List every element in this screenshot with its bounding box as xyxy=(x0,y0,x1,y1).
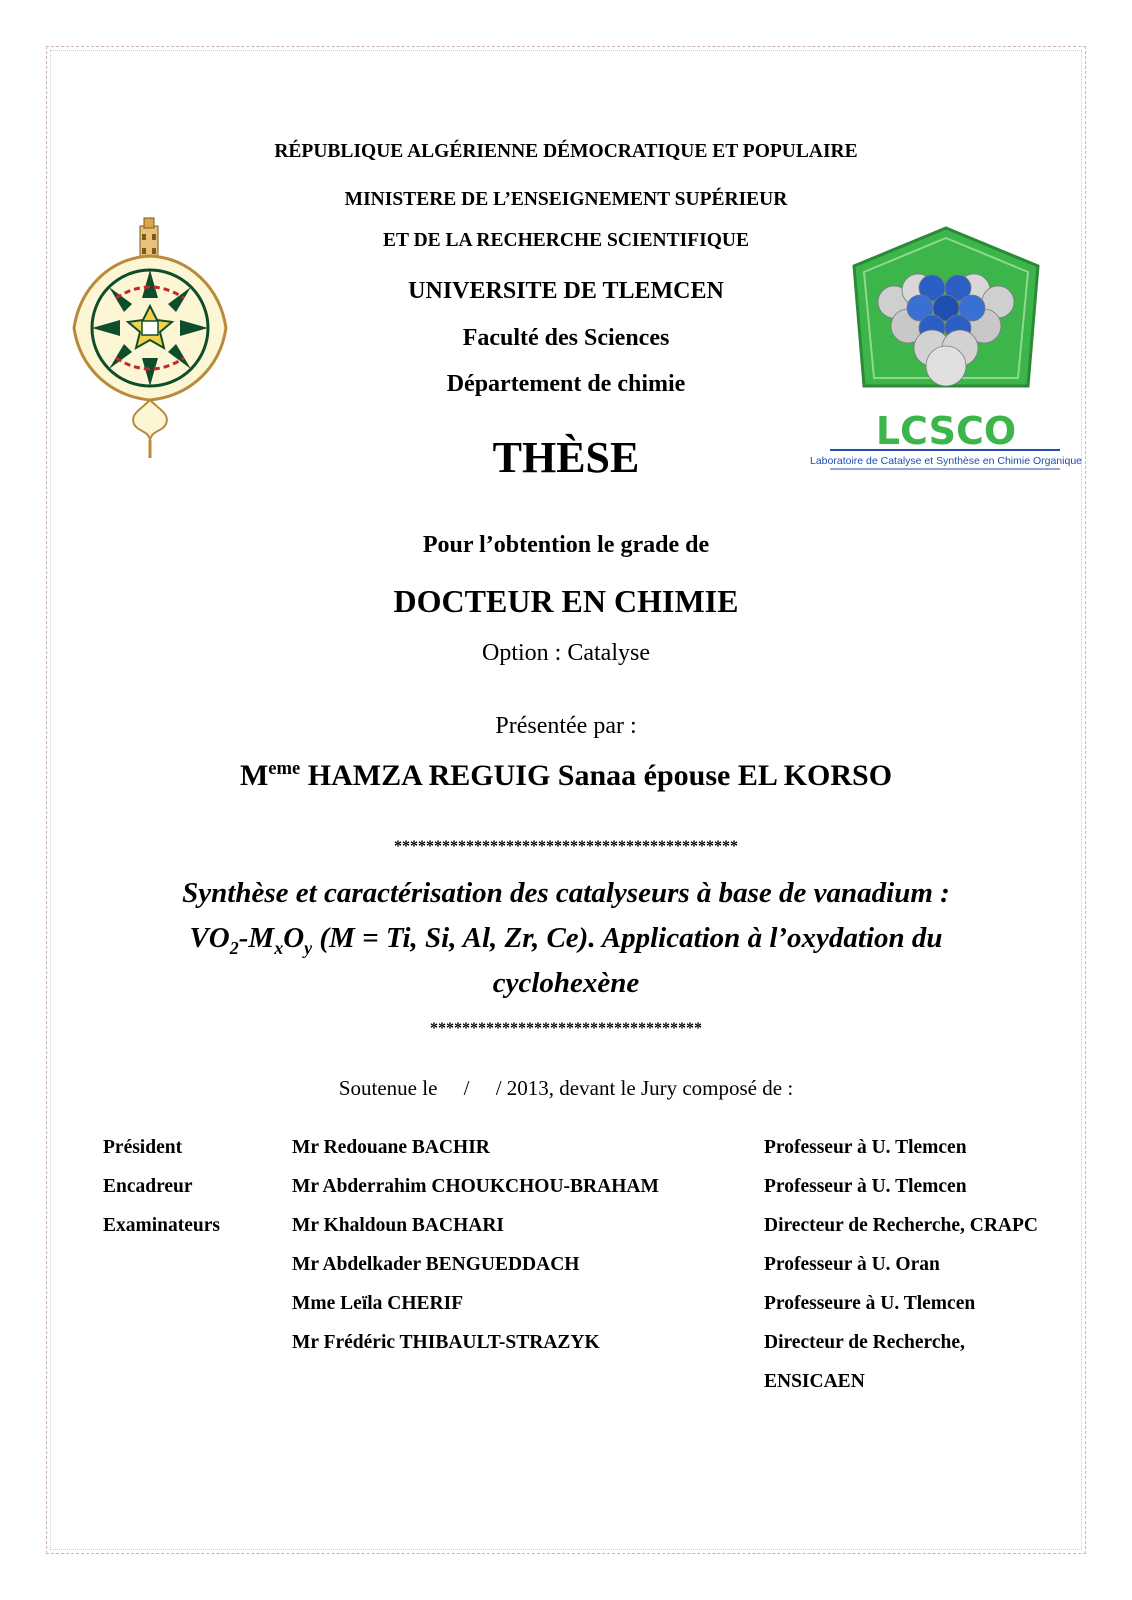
jury-name: Mr Khaldoun BACHARI xyxy=(292,1215,505,1236)
degree-purpose: Pour l’obtention le grade de xyxy=(422,532,710,558)
separator-bottom: ********************************** xyxy=(430,1020,702,1037)
thesis-title-line-2 xyxy=(0,922,1132,959)
jury-affiliation: Directeur de Recherche, CRAPC xyxy=(764,1215,1038,1236)
department-name: Département de chimie xyxy=(446,371,686,397)
presented-by: Présentée par : xyxy=(495,713,637,739)
jury-name: Mr Abdelkader BENGUEDDACH xyxy=(292,1254,580,1275)
jury-affiliation: Professeur à U. Oran xyxy=(764,1254,940,1275)
author xyxy=(0,758,1132,793)
title-fragment: O xyxy=(283,922,305,954)
jury-affiliation: Professeur à U. Tlemcen xyxy=(764,1137,967,1158)
defense-date: Soutenue le / / 2013, devant le Jury composé de : xyxy=(338,1076,794,1100)
jury-name: Mr Abderrahim CHOUKCHOU-BRAHAM xyxy=(292,1176,659,1197)
jury-role: Examinateurs xyxy=(103,1215,220,1236)
jury-affiliation: Directeur de Recherche, xyxy=(764,1332,965,1353)
university-name: UNIVERSITE DE TLEMCEN xyxy=(408,278,724,304)
jury-affiliation: Professeur à U. Tlemcen xyxy=(764,1176,967,1197)
jury-affiliation: ENSICAEN xyxy=(764,1371,865,1392)
author-name: HAMZA REGUIG Sanaa épouse EL KORSO xyxy=(300,759,893,792)
document-type: THÈSE xyxy=(492,433,640,482)
degree-title: DOCTEUR EN CHIMIE xyxy=(393,583,739,619)
title-fragment: (M = Ti, Si, Al, Zr, Ce). Application à l’oxydation du xyxy=(312,922,943,954)
faculty-name: Faculté des Sciences xyxy=(462,325,670,351)
jury-role: Encadreur xyxy=(103,1176,193,1197)
title-subscript: 2 xyxy=(229,937,239,958)
lab-acronym: LCSCO xyxy=(875,409,1017,453)
thesis-title-line-1: Synthèse et caractérisation des catalyseurs à base de vanadium : xyxy=(182,877,950,909)
author-prefix: M xyxy=(239,759,269,792)
jury-affiliation: Professeure à U. Tlemcen xyxy=(764,1293,976,1314)
title-subscript: x xyxy=(274,937,284,958)
thesis-title-line-3: cyclohexène xyxy=(492,967,640,999)
ministry-line-2: ET DE LA RECHERCHE SCIENTIFIQUE xyxy=(383,230,749,251)
author-prefix-sup: eme xyxy=(268,758,301,779)
degree-option: Option : Catalyse xyxy=(482,640,650,666)
jury-name: Mme Leïla CHERIF xyxy=(292,1293,464,1314)
republic-line: RÉPUBLIQUE ALGÉRIENNE DÉMOCRATIQUE ET POPULAIRE xyxy=(274,141,858,162)
title-fragment: -M xyxy=(238,922,275,954)
jury-name: Mr Redouane BACHIR xyxy=(292,1137,490,1158)
jury-role: Président xyxy=(103,1137,183,1158)
separator-top: ******************************************* xyxy=(394,838,738,855)
lab-full-name: Laboratoire de Catalyse et Synthèse en Chimie Organique xyxy=(810,455,1082,467)
title-fragment: VO xyxy=(189,922,230,954)
ministry-line-1: MINISTERE DE L’ENSEIGNEMENT SUPÉRIEUR xyxy=(344,189,788,210)
jury-name: Mr Frédéric THIBAULT-STRAZYK xyxy=(292,1332,600,1353)
title-subscript: y xyxy=(304,937,313,958)
